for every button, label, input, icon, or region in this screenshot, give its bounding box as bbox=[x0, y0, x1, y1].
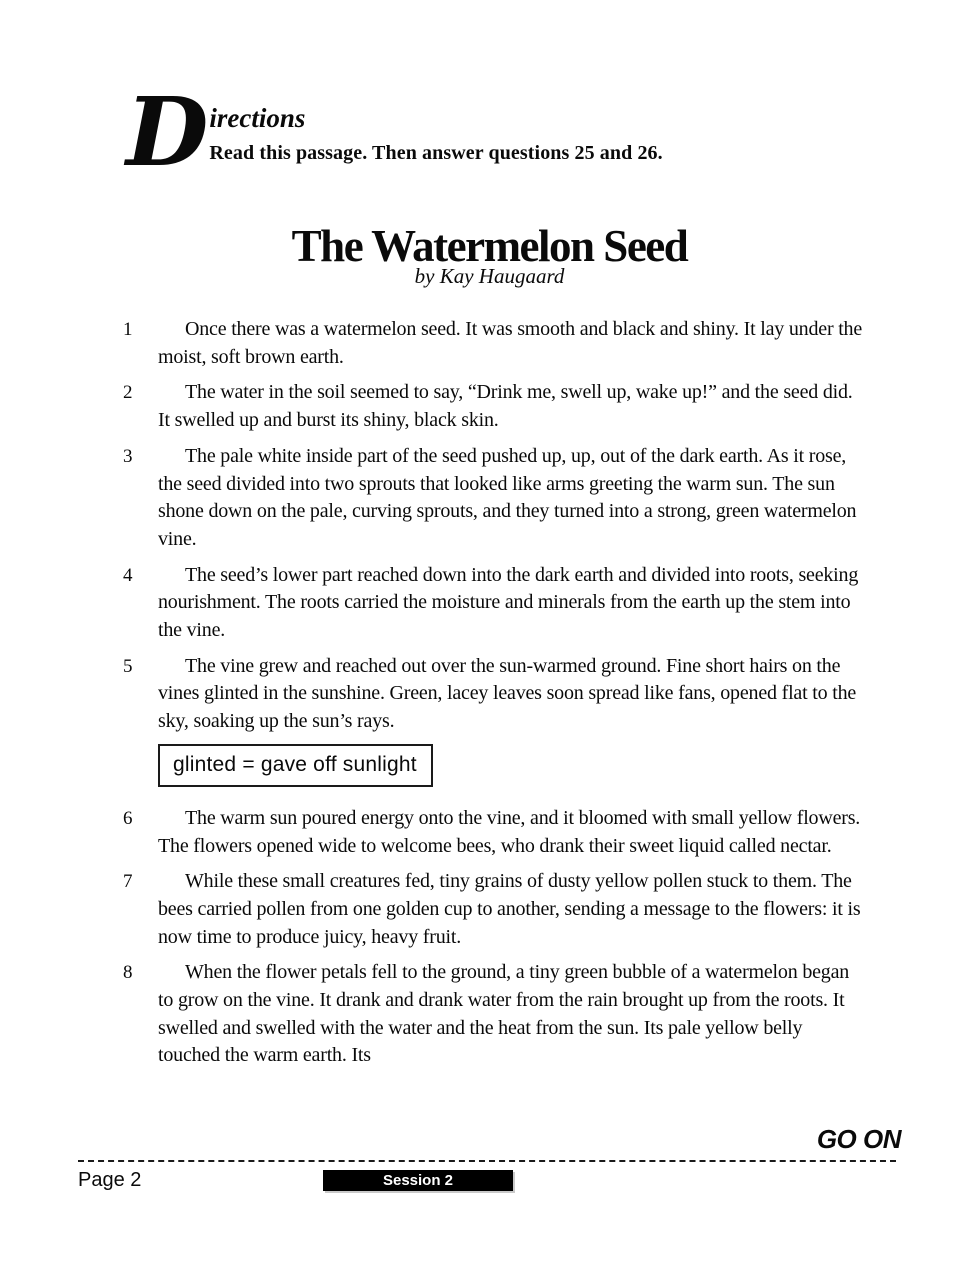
paragraph-5 bbox=[123, 653, 865, 736]
footer-dashed-divider bbox=[78, 1160, 896, 1162]
go-on-marker: GO ON bbox=[816, 1124, 901, 1154]
paragraph-4 bbox=[123, 562, 865, 645]
paragraph-number: 6 bbox=[123, 807, 133, 829]
paragraph-text: The pale white inside part of the seed pushed up, up, out of the dark earth. As it rose, the seed divided into two sprouts that looked like arms greeting the warm sun. The sun shone down on the pale, curving sprouts, and they turned into a strong, green watermelon vine. bbox=[158, 444, 857, 550]
directions-dropcap: D bbox=[126, 77, 207, 188]
paragraph-number: 7 bbox=[123, 871, 133, 893]
vocab-box-wrapper bbox=[158, 744, 865, 787]
directions-instruction: Read this passage. Then answer questions 25 and 26. bbox=[209, 142, 663, 164]
session-tab: Session 2 bbox=[323, 1170, 513, 1191]
passage-body bbox=[123, 316, 865, 1078]
paragraph-7 bbox=[123, 868, 865, 951]
paragraph-number: 2 bbox=[123, 382, 133, 404]
paragraph-text: The water in the soil seemed to say, “Drink me, swell up, wake up!” and the seed did. It swelled up and burst its shiny, black skin. bbox=[158, 381, 853, 432]
paragraph-2 bbox=[123, 379, 865, 434]
paragraph-1 bbox=[123, 316, 865, 371]
paragraph-text: The seed’s lower part reached down into the dark earth and divided into roots, seeking nourishment. The roots carried the moisture and minerals from the earth up the stem into the vine. bbox=[158, 563, 859, 642]
vocab-definition-box: glinted = gave off sunlight bbox=[158, 744, 433, 787]
paragraph-number: 5 bbox=[123, 655, 133, 677]
directions-block bbox=[126, 77, 663, 188]
paragraph-6 bbox=[123, 805, 865, 860]
paragraph-8 bbox=[123, 959, 865, 1070]
passage-byline: by Kay Haugaard bbox=[414, 264, 565, 288]
paragraph-text: Once there was a watermelon seed. It was smooth and black and shiny. It lay under the moist, soft brown earth. bbox=[158, 318, 863, 368]
paragraph-text: When the flower petals fell to the ground, a tiny green bubble of a watermelon began to grow on the vine. It drank and drank water from the rain brought up from the roots. It swelled and swelled with the water and the heat from the sun. Its pale yellow belly touched the warm earth. Its bbox=[158, 961, 850, 1067]
directions-word: irections bbox=[209, 103, 306, 133]
paragraph-number: 1 bbox=[123, 319, 133, 340]
paragraph-text: While these small creatures fed, tiny grains of dusty yellow pollen stuck to them. The bees carried pollen from one golden cup to another, sending a message to the flowers: it is now time to produce juicy, heavy fruit. bbox=[158, 870, 861, 948]
paragraph-number: 3 bbox=[123, 445, 133, 467]
passage-title: The Watermelon Seed bbox=[291, 221, 688, 272]
paragraph-text: The warm sun poured energy onto the vine, and it bloomed with small yellow flowers. The flowers opened wide to welcome bees, who drank their sweet liquid called nectar. bbox=[158, 806, 861, 857]
page-number-label: Page 2 bbox=[78, 1169, 142, 1191]
paragraph-number: 4 bbox=[123, 564, 133, 586]
directions-text-column bbox=[209, 94, 662, 165]
paragraph-number: 8 bbox=[123, 962, 133, 984]
paragraph-text: The vine grew and reached out over the sun-warmed ground. Fine short hairs on the vines glinted in the sunshine. Green, lacey leaves soon spread like fans, opened flat to the sky, soaking up the sun’s rays. bbox=[158, 654, 857, 733]
paragraph-3 bbox=[123, 443, 865, 554]
